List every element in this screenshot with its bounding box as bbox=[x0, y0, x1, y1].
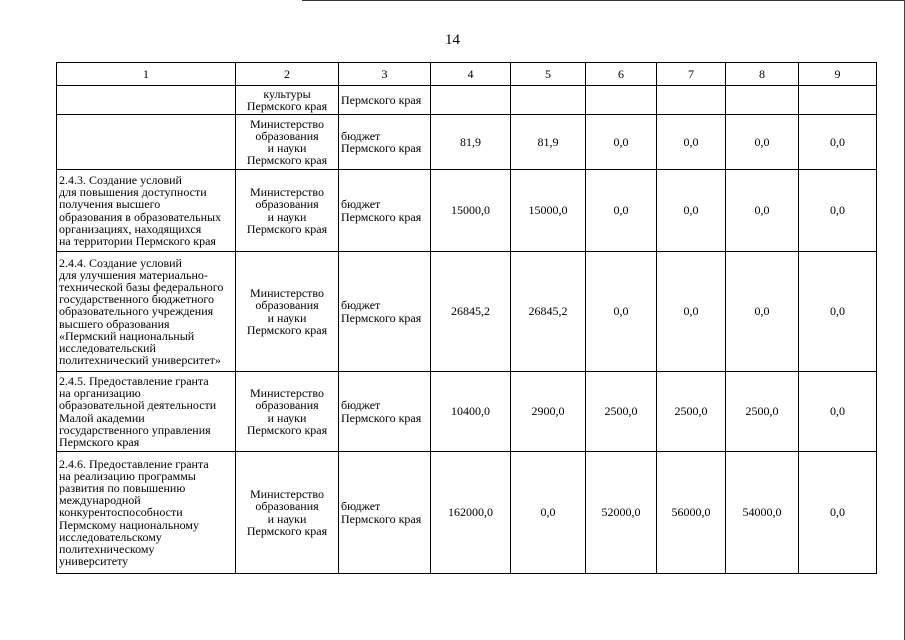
funding-source-cell: бюджет Пермского края bbox=[339, 452, 431, 574]
amount-cell: 10400,0 bbox=[431, 372, 511, 452]
column-header: 5 bbox=[511, 63, 586, 86]
amount-cell: 0,0 bbox=[799, 452, 877, 574]
activity-name-cell bbox=[57, 86, 236, 115]
responsible-cell: Министерство образования и науки Пермского края bbox=[236, 115, 339, 170]
amount-cell: 0,0 bbox=[511, 452, 586, 574]
amount-cell bbox=[511, 86, 586, 115]
amount-cell: 81,9 bbox=[431, 115, 511, 170]
funding-source-cell: бюджет Пермского края bbox=[339, 252, 431, 372]
amount-cell bbox=[586, 86, 657, 115]
responsible-cell: Министерство образования и науки Пермского края bbox=[236, 252, 339, 372]
amount-cell: 0,0 bbox=[726, 252, 799, 372]
table-row bbox=[57, 372, 877, 452]
amount-cell: 54000,0 bbox=[726, 452, 799, 574]
column-header: 7 bbox=[657, 63, 726, 86]
table-row bbox=[57, 115, 877, 170]
amount-cell bbox=[431, 86, 511, 115]
amount-cell: 0,0 bbox=[586, 170, 657, 252]
activity-name-cell: 2.4.4. Создание условий для улучшения материально- технической базы федерального государственного бюджетного образовательного учреждения высшего образования «Пермский национальный исследовательский политехнический университет» bbox=[57, 252, 236, 372]
amount-cell: 0,0 bbox=[726, 170, 799, 252]
amount-cell: 0,0 bbox=[657, 170, 726, 252]
amount-cell: 81,9 bbox=[511, 115, 586, 170]
table-row bbox=[57, 86, 877, 115]
amount-cell: 15000,0 bbox=[431, 170, 511, 252]
amount-cell bbox=[799, 86, 877, 115]
table-body bbox=[57, 86, 877, 574]
table-row bbox=[57, 170, 877, 252]
amount-cell: 0,0 bbox=[799, 170, 877, 252]
amount-cell: 52000,0 bbox=[586, 452, 657, 574]
column-header: 2 bbox=[236, 63, 339, 86]
amount-cell: 0,0 bbox=[799, 372, 877, 452]
budget-table bbox=[56, 62, 877, 574]
column-header: 9 bbox=[799, 63, 877, 86]
page-number: 14 bbox=[445, 32, 460, 48]
activity-name-cell: 2.4.5. Предоставление гранта на организацию образовательной деятельности Малой академии государственного управления Пермского края bbox=[57, 372, 236, 452]
amount-cell: 162000,0 bbox=[431, 452, 511, 574]
amount-cell: 2900,0 bbox=[511, 372, 586, 452]
column-header: 1 bbox=[57, 63, 236, 86]
responsible-cell: культуры Пермского края bbox=[236, 86, 339, 115]
amount-cell: 0,0 bbox=[657, 115, 726, 170]
responsible-cell: Министерство образования и науки Пермского края bbox=[236, 452, 339, 574]
table-row bbox=[57, 452, 877, 574]
funding-source-cell: бюджет Пермского края bbox=[339, 170, 431, 252]
top-border-line bbox=[302, 0, 905, 1]
amount-cell: 0,0 bbox=[799, 252, 877, 372]
column-number-row bbox=[57, 63, 877, 86]
amount-cell: 2500,0 bbox=[586, 372, 657, 452]
column-header: 4 bbox=[431, 63, 511, 86]
amount-cell bbox=[657, 86, 726, 115]
column-header: 3 bbox=[339, 63, 431, 86]
funding-source-cell: Пермского края bbox=[339, 86, 431, 115]
amount-cell: 0,0 bbox=[799, 115, 877, 170]
column-header: 6 bbox=[586, 63, 657, 86]
activity-name-cell bbox=[57, 115, 236, 170]
amount-cell: 15000,0 bbox=[511, 170, 586, 252]
responsible-cell: Министерство образования и науки Пермского края bbox=[236, 170, 339, 252]
amount-cell: 0,0 bbox=[586, 252, 657, 372]
amount-cell: 2500,0 bbox=[726, 372, 799, 452]
amount-cell: 0,0 bbox=[726, 115, 799, 170]
table-row bbox=[57, 252, 877, 372]
column-header: 8 bbox=[726, 63, 799, 86]
amount-cell bbox=[726, 86, 799, 115]
funding-source-cell: бюджет Пермского края bbox=[339, 372, 431, 452]
activity-name-cell: 2.4.6. Предоставление гранта на реализацию программы развития по повышению международной конкурентоспособности Пермскому национальному исследовательскому политехническому университету bbox=[57, 452, 236, 574]
activity-name-cell: 2.4.3. Создание условий для повышения доступности получения высшего образования в образовательных организациях, находящихся на территории Пермского края bbox=[57, 170, 236, 252]
amount-cell: 0,0 bbox=[586, 115, 657, 170]
amount-cell: 0,0 bbox=[657, 252, 726, 372]
responsible-cell: Министерство образования и науки Пермского края bbox=[236, 372, 339, 452]
amount-cell: 26845,2 bbox=[511, 252, 586, 372]
amount-cell: 26845,2 bbox=[431, 252, 511, 372]
amount-cell: 56000,0 bbox=[657, 452, 726, 574]
amount-cell: 2500,0 bbox=[657, 372, 726, 452]
funding-source-cell: бюджет Пермского края bbox=[339, 115, 431, 170]
